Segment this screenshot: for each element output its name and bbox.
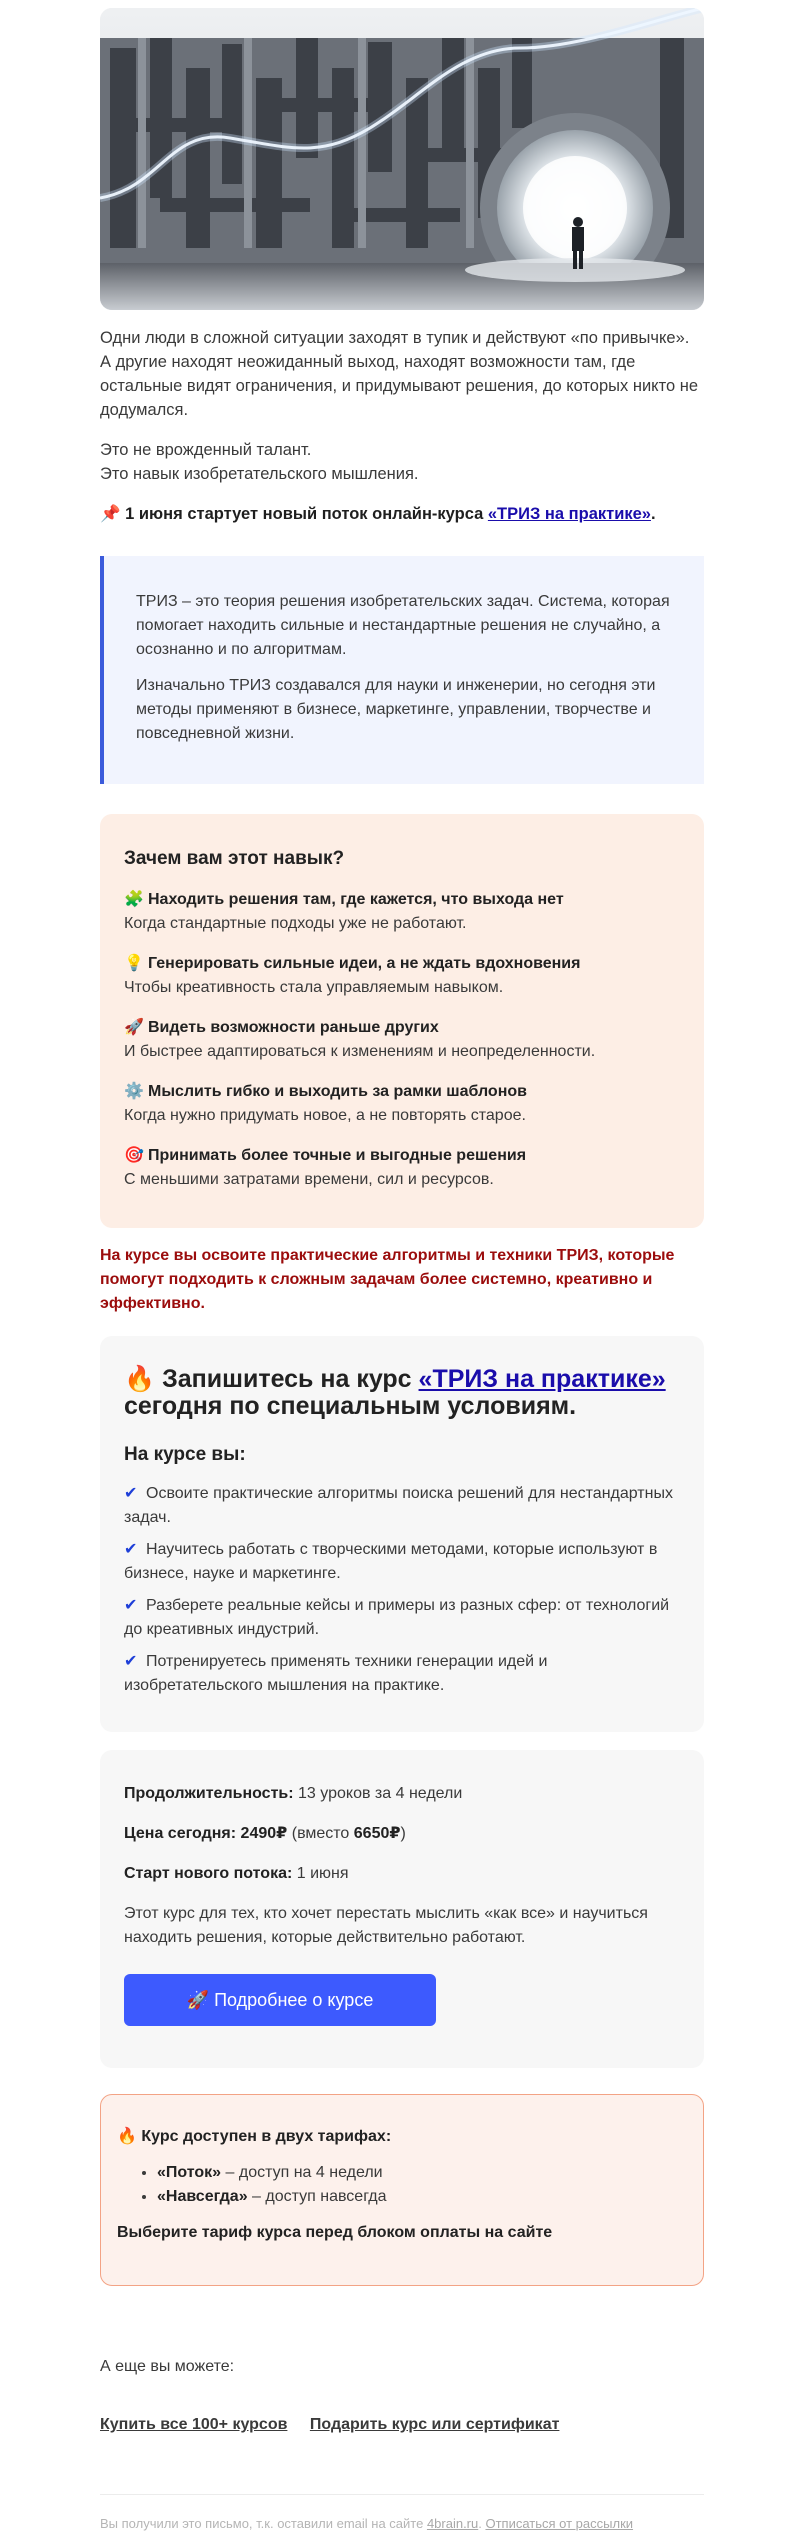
footer-sep: .	[478, 2516, 486, 2531]
why-item	[124, 888, 680, 936]
tariff-desc: – доступ на 4 недели	[221, 2164, 383, 2181]
why-item-title: Мыслить гибко и выходить за рамки шаблонов	[148, 1083, 527, 1100]
enroll-box	[100, 1336, 704, 1732]
why-item	[124, 1016, 680, 1064]
checkmark-icon: ✔	[124, 1653, 138, 1670]
course-link[interactable]: «ТРИЗ на практике»	[487, 505, 651, 523]
enroll-title-post: сегодня по специальным условиям.	[124, 1392, 577, 1420]
price-value: 2490₽	[240, 1825, 288, 1842]
tariff-list	[117, 2161, 687, 2209]
tariff-item	[157, 2161, 687, 2185]
triz-definition-box	[100, 556, 704, 784]
why-item-desc: С меньшими затратами времени, сил и ресурсов.	[124, 1171, 494, 1188]
benefit-item	[124, 1650, 680, 1698]
duration-value: 13 уроков за 4 недели	[298, 1785, 463, 1802]
duration-row	[124, 1782, 680, 1806]
target-icon: 🎯	[124, 1147, 144, 1164]
why-item-desc: Чтобы креативность стала управляемым навыком.	[124, 979, 504, 996]
hero-image	[100, 8, 704, 310]
gift-course-link[interactable]: Подарить курс или сертификат	[309, 2416, 560, 2433]
why-item-desc: Когда нужно придумать новое, а не повторять старое.	[124, 1107, 526, 1124]
benefit-text: Потренируетесь применять техники генерации идей и изобретательского мышления на практике.	[124, 1653, 548, 1694]
tariff-box	[100, 2094, 704, 2286]
tariff-item	[157, 2185, 687, 2209]
fire-icon: 🔥	[124, 1365, 156, 1393]
intro-block	[100, 326, 704, 422]
price-label: Цена сегодня:	[124, 1825, 237, 1842]
gear-icon: ⚙️	[124, 1083, 144, 1100]
announce-end: .	[650, 505, 656, 523]
tariff-desc: – доступ навсегда	[247, 2188, 387, 2205]
why-item-title: Генерировать сильные идеи, а не ждать вдохновения	[148, 955, 581, 972]
benefit-text: Научитесь работать с творческими методами, которые используют в бизнесе, науке и маркетинге.	[124, 1541, 658, 1582]
why-item	[124, 1144, 680, 1192]
tariff-note: Выберите тариф курса перед блоком оплаты на сайте	[117, 2224, 553, 2241]
start-label: Старт нового потока:	[124, 1865, 293, 1882]
footer-text: Вы получили это письмо, т.к. оставили email на сайте	[100, 2516, 424, 2531]
why-item-title: Принимать более точные и выгодные решения	[148, 1147, 527, 1164]
triz-history: Изначально ТРИЗ создавался для науки и инженерии, но сегодня эти методы применяют в бизнесе, маркетинге, управлении, творчестве и повседневной жизни.	[136, 677, 656, 742]
checkmark-icon: ✔	[124, 1597, 138, 1614]
footer-note	[100, 2516, 704, 2531]
checkmark-icon: ✔	[124, 1485, 138, 1502]
price-old: 6650₽	[353, 1825, 401, 1842]
triz-definition: ТРИЗ – это теория решения изобретательских задач. Система, которая помогает находить сильные и нестандартные решения не случайно, а осознанно и по алгоритмам.	[136, 593, 670, 658]
duration-label: Продолжительность:	[124, 1785, 294, 1802]
enroll-subtitle: На курсе вы:	[124, 1444, 246, 1465]
why-title: Зачем вам этот навык?	[124, 848, 345, 869]
announce-text: 1 июня стартует новый поток онлайн-курса	[125, 505, 484, 523]
intro-line-2: А другие находят неожиданный выход, находят возможности там, где остальные видят ограничения, и придумывают решения, до которых никто не додумался.	[100, 353, 699, 419]
buy-all-courses-link[interactable]: Купить все 100+ курсов	[100, 2416, 288, 2433]
checkmark-icon: ✔	[124, 1541, 138, 1558]
intro-line-1: Одни люди в сложной ситуации заходят в тупик и действуют «по привычке».	[100, 329, 690, 347]
why-item	[124, 952, 680, 1000]
site-link[interactable]: 4brain.ru	[426, 2516, 479, 2531]
pin-icon: 📌	[100, 505, 121, 523]
lightbulb-icon: 💡	[124, 955, 144, 972]
tariff-name: «Навсегда»	[157, 2188, 248, 2205]
course-info-box	[100, 1750, 704, 2068]
more-options-label: А еще вы можете:	[100, 2358, 235, 2375]
rocket-icon: 🚀	[124, 1019, 144, 1036]
course-title-link[interactable]: «ТРИЗ на практике»	[418, 1365, 666, 1393]
why-item-desc: Когда стандартные подходы уже не работают.	[124, 915, 467, 932]
price-old-pre: (вместо	[291, 1825, 350, 1842]
price-old-post: )	[400, 1825, 406, 1842]
why-item-desc: И быстрее адаптироваться к изменениям и неопределенности.	[124, 1043, 596, 1060]
benefit-item	[124, 1594, 680, 1642]
tariff-name: «Поток»	[157, 2164, 222, 2181]
start-value: 1 июня	[296, 1865, 349, 1882]
footer-links	[100, 2416, 704, 2434]
intro-block-2	[100, 438, 704, 486]
intro-line-4: Это навык изобретательского мышления.	[100, 465, 419, 483]
start-row	[124, 1862, 680, 1886]
intro-line-3: Это не врожденный талант.	[100, 441, 312, 459]
why-box	[100, 814, 704, 1228]
tariff-heading: 🔥 Курс доступен в двух тарифах:	[117, 2128, 392, 2145]
benefit-text: Разберете реальные кейсы и примеры из разных сфер: от технологий до креативных индустрий.	[124, 1597, 670, 1638]
unsubscribe-link[interactable]: Отписаться от рассылки	[485, 2516, 634, 2531]
why-item-title: Находить решения там, где кажется, что выхода нет	[148, 891, 564, 908]
price-row	[124, 1822, 680, 1846]
enroll-title-pre: Запишитесь на курс	[162, 1365, 412, 1393]
benefit-text: Освоите практические алгоритмы поиска решений для нестандартных задач.	[124, 1485, 673, 1526]
course-description: Этот курс для тех, кто хочет перестать мыслить «как все» и научиться находить решения, которые действительно работают.	[124, 1905, 648, 1946]
benefit-item	[124, 1538, 680, 1586]
why-item-title: Видеть возможности раньше других	[148, 1019, 439, 1036]
announcement	[100, 502, 704, 526]
why-item	[124, 1080, 680, 1128]
benefit-item	[124, 1482, 680, 1530]
more-about-course-button[interactable]: 🚀 Подробнее о курсе	[124, 1974, 436, 2026]
divider	[100, 2494, 704, 2495]
highlight-text: На курсе вы освоите практические алгоритмы и техники ТРИЗ, которые помогут подходить к сложным задачам более системно, креативно и эффективно.	[100, 1247, 675, 1312]
puzzle-icon: 🧩	[124, 891, 144, 908]
enroll-title	[124, 1366, 680, 1420]
